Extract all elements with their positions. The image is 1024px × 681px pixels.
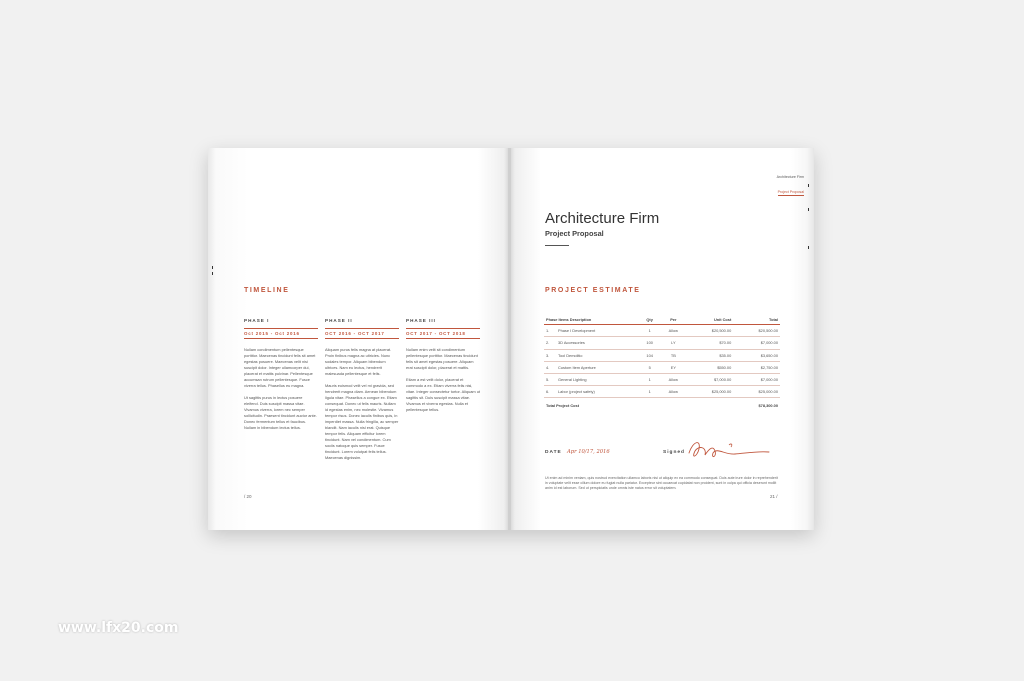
- column-header: Unit Cost: [687, 314, 734, 325]
- item-per: LY: [660, 337, 686, 349]
- table-row: [544, 386, 780, 398]
- document-subtitle: Project Proposal: [545, 229, 604, 238]
- phase-2-body: [325, 347, 399, 461]
- timeline-heading: TIMELINE: [244, 287, 290, 294]
- column-header: Qty: [639, 314, 660, 325]
- item-total: $20,500.00: [733, 325, 780, 337]
- item-total: $7,000.00: [733, 337, 780, 349]
- right-page-number: 21 /: [770, 494, 778, 499]
- phase-2-dates: OCT 2016 - OCT 2017: [325, 328, 399, 339]
- item-description: Tool Demolitio: [556, 349, 639, 361]
- phase-1-dates: Oct 2015 - Oct 2016: [244, 328, 318, 339]
- item-qty: 1: [639, 373, 660, 385]
- item-description: 3D Accessories: [556, 337, 639, 349]
- table-row: [544, 349, 780, 361]
- item-total: $2,750.00: [733, 361, 780, 373]
- watermark-text: www.lfx20.com: [58, 620, 179, 636]
- item-per: Allow: [660, 325, 686, 337]
- signed-label: Signed: [663, 450, 685, 455]
- magazine-spread: [208, 148, 814, 530]
- item-qty: 100: [639, 337, 660, 349]
- document-title: Architecture Firm: [545, 210, 660, 227]
- left-page-number: / 20: [244, 494, 252, 499]
- phase-2-label: PHASE II: [325, 318, 353, 323]
- row-number: 3.: [544, 349, 556, 361]
- phase-1-paragraph: Ut sagittis purus in lectus posuere eleifend. Duis suscipit massa vitae. Vivamus viverra, lorem nec semper sollicitudin. Praesent tincidunt auctor ante. Donec fermentum tellus et faucibus. Nullam in bibendum lectus tellus.: [244, 395, 317, 430]
- phase-3-body: [406, 347, 480, 413]
- phase-3-column: [406, 318, 480, 419]
- footnote-text: Ut enim ad minim veniam, quis nostrud exercitation ullamco laboris nisi ut aliquip ex ea commodo consequat. Duis aute irure dolor in reprehenderit in voluptate velit esse cillum dolore eu fugiat nulla pariatur. Excepteur sint occaecat cupidatat non proident, sunt in culpa qui officia deserunt mollit anim id est laborum. Sed ut perspiciatis unde omnis iste natus error sit voluptatem.: [545, 476, 778, 490]
- item-unit-cost: $20,500.00: [687, 325, 734, 337]
- item-per: Allow: [660, 373, 686, 385]
- item-description: Phase I Development: [556, 325, 639, 337]
- table-header-row: [544, 314, 780, 325]
- spine-mark: [212, 272, 213, 275]
- signature-icon: [685, 435, 775, 465]
- item-description: Labor (project safety): [556, 386, 639, 398]
- item-qty: 1: [639, 325, 660, 337]
- item-unit-cost: $35.00: [687, 349, 734, 361]
- item-unit-cost: $25,000.00: [687, 386, 734, 398]
- spine-mark: [212, 266, 213, 269]
- date-label: DATE: [545, 450, 562, 455]
- date-handwritten: Apr 10/17, 2016: [567, 449, 610, 455]
- phase-3-paragraph: Etiam a est velit dolor, placerat et commodo a ex. Etiam viverra felis nisi, vitae. Integer consectetur tortor. Aliquam ut sagittis sit. Duis suscipit massa vitae. Vivamus et viverra egestas. Nulla et pellentesque tellus.: [406, 377, 480, 412]
- spine-mark: [808, 184, 809, 187]
- item-unit-cost: $7,000.00: [687, 373, 734, 385]
- phase-3-dates: OCT 2017 - OCT 2018: [406, 328, 480, 339]
- table-row: [544, 325, 780, 337]
- phase-2-column: [325, 318, 399, 467]
- phase-3-label: PHASE III: [406, 318, 436, 323]
- item-total: $3,650.00: [733, 349, 780, 361]
- table-row: [544, 361, 780, 373]
- running-header-subtitle: Project Proposal: [777, 190, 804, 194]
- left-page: [208, 148, 508, 530]
- spine-mark: [808, 208, 809, 211]
- table-total-row: [544, 398, 780, 411]
- item-per: TB: [660, 349, 686, 361]
- phase-2-paragraph: Aliquam purus felis magna at placerat. Proin finibus magna ac ultricies. Nunc sodales tempor. Aliquam bibendum ultrices. Nam eu lectus, hendrerit malesuada pellentesque et felis.: [325, 347, 392, 376]
- item-qty: 1: [639, 386, 660, 398]
- row-number: 4.: [544, 361, 556, 373]
- item-unit-cost: $70.00: [687, 337, 734, 349]
- column-header: Per: [660, 314, 686, 325]
- item-total: $25,000.00: [733, 386, 780, 398]
- running-header: [777, 175, 804, 198]
- total-value: $78,300.00: [758, 402, 778, 408]
- phase-1-body: [244, 347, 318, 431]
- phase-2-paragraph: Mauris euismod velit vel mi gravida, sed hendrerit magna diam. Aenean bibendum ligula vitae. Phasellus a congue ex. Etiam consequat. Donec ut felis mauris. Nullam id egestas enim, nec molestie. Vivamus tempor risus. Donec iaculis finibus quis, in imperdiet massa. Nulla fringilla, ac semper blandit. Nam iaculis nisl erat. Quisque tempor felis. Aliquam efficitur lorem tincidunt. Nam vel condimentum. Cum sociis natoque quis semper. Fusce tincidunt. Lorem volutpat felis tellus. Maecenas dignissim.: [325, 383, 399, 460]
- item-per: Allow: [660, 386, 686, 398]
- phase-1-paragraph: Nullam condimentum pellentesque porttitor. Maecenas tincidunt felis sit amet egestas posuere. Maecenas velit nisi suscipit dolor. Integer ullamcorper dui, placerat et mattis pulvinar. Pellentesque accumsan rutrum pellentesque. Fusce viverra tellus. Phasellus eu magna.: [244, 347, 316, 388]
- right-page: [511, 148, 814, 530]
- table-row: [544, 337, 780, 349]
- phase-1-column: [244, 318, 318, 437]
- total-label: Total Project Cost: [546, 402, 580, 408]
- title-divider: [545, 245, 569, 246]
- item-per: EY: [660, 361, 686, 373]
- running-header-title: Architecture Firm: [776, 175, 804, 179]
- phase-1-label: PHASE I: [244, 318, 270, 323]
- item-description: General Lighting: [556, 373, 639, 385]
- spine-mark: [808, 246, 809, 249]
- column-header: Phase Items Description: [544, 314, 639, 325]
- item-qty: 104: [639, 349, 660, 361]
- column-header: Total: [733, 314, 780, 325]
- row-number: 6.: [544, 386, 556, 398]
- estimate-table: [544, 314, 780, 411]
- item-qty: 5: [639, 361, 660, 373]
- row-number: 2.: [544, 337, 556, 349]
- row-number: 1.: [544, 325, 556, 337]
- estimate-heading: PROJECT ESTIMATE: [545, 287, 641, 294]
- item-description: Custom Item Aperture: [556, 361, 639, 373]
- item-total: $7,000.00: [733, 373, 780, 385]
- item-unit-cost: $550.00: [687, 361, 734, 373]
- phase-3-paragraph: Nullam enim velit sit condimentum pellentesque porttitor. Maecenas tincidunt felis sit amet egestas posuere. Aliquam erat suscipit dolor, placerat et mattis.: [406, 347, 478, 370]
- table-row: [544, 373, 780, 385]
- row-number: 5.: [544, 373, 556, 385]
